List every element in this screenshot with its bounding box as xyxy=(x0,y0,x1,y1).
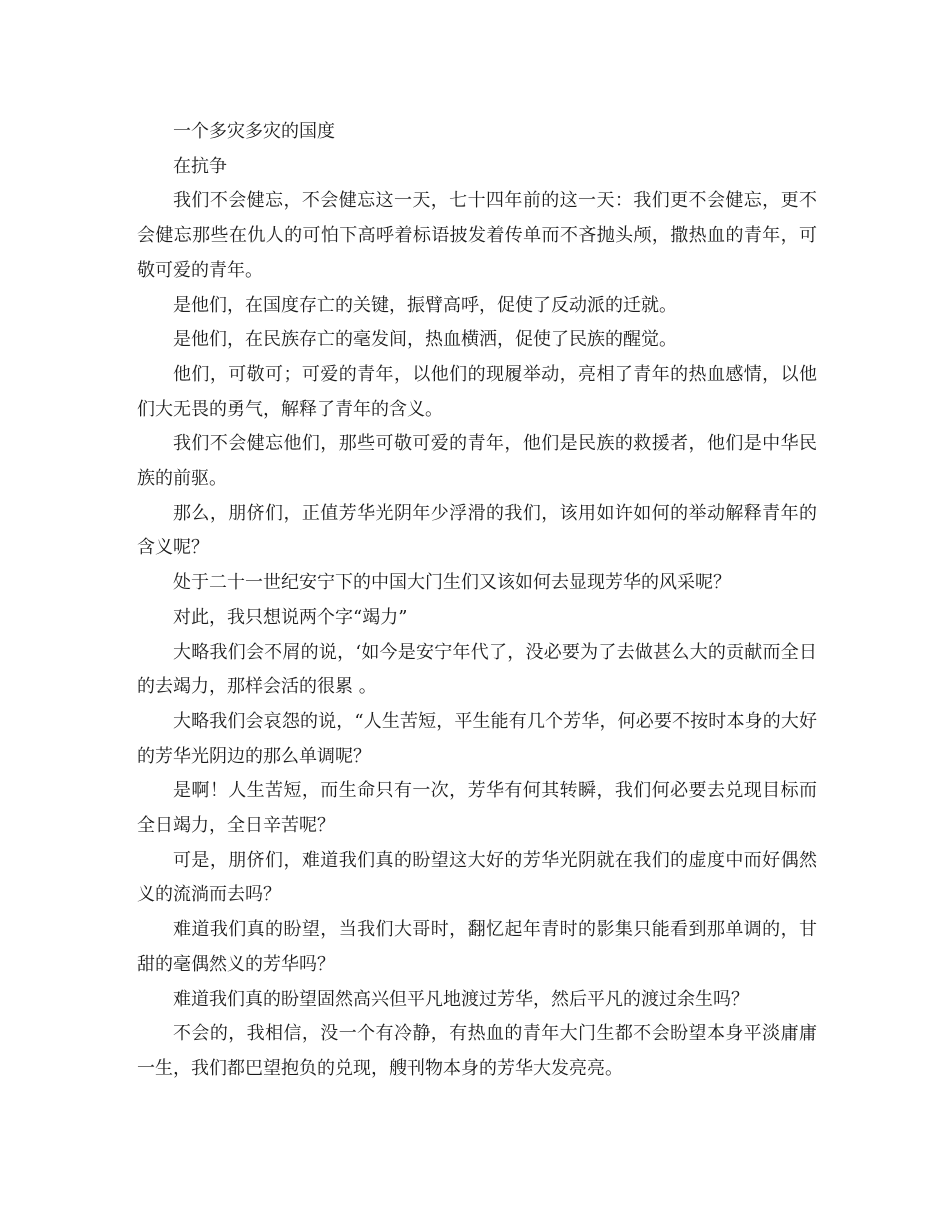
paragraph: 大略我们会哀怨的说，“人生苦短，平生能有几个芳华，何必要不按时本身的大好的芳华光阴边的那么单调呢？ xyxy=(137,710,817,767)
paragraph: 是啊！人生苦短，而生命只有一次，芳华有何其转瞬，我们何必要去兑现目标而全日竭力，全日辛苦呢？ xyxy=(137,780,817,837)
paragraph: 难道我们真的盼望，当我们大哥时，翻忆起年青时的影集只能看到那单调的，甘甜的毫偶然义的芳华吗？ xyxy=(137,919,817,975)
paragraph: 不会的，我相信，没一个有冷静，有热血的青年大门生都不会盼望本身平淡庸庸一生，我们都巴望抱负的兑现，艘刊物本身的芳华大发亮亮。 xyxy=(137,1023,817,1079)
paragraph: 在抗争 xyxy=(173,155,227,177)
paragraph: 他们，可敬可；可爱的青年，以他们的现履举动，亮相了青年的热血感情，以他们大无畏的勇气，解释了青年的含义。 xyxy=(137,363,817,420)
paragraph: 大略我们会不屑的说，‘如今是安宁年代了，没必要为了去做甚么大的贡献而全日的去竭力，那样会活的很累 。 xyxy=(137,641,817,698)
paragraph: 是他们，在国度存亡的关键，振臂高呼，促使了反动派的迁就。 xyxy=(173,294,677,316)
paragraph: 我们不会健忘他们，那些可敬可爱的青年，他们是民族的救援者，他们是中华民族的前驱。 xyxy=(137,433,817,490)
paragraph: 是他们，在民族存亡的毫发间，热血横洒，促使了民族的醒觉。 xyxy=(173,329,677,351)
paragraph: 我们不会健忘，不会健忘这一天，七十四年前的这一天：我们更不会健忘，更不会健忘那些在仇人的可怕下高呼着标语披发着传单而不吝抛头颅，撒热血的青年，可敬可爱的青年。 xyxy=(137,190,817,281)
paragraph: 可是，朋侪们，难道我们真的盼望这大好的芳华光阴就在我们的虚度中而好偶然义的流淌而去吗？ xyxy=(137,849,817,906)
essay-body xyxy=(137,115,817,1087)
paragraph: 那么，朋侪们，正值芳华光阴年少浮滑的我们，该用如许如何的举动解释青年的含义呢？ xyxy=(137,502,817,559)
paragraph: 对此，我只想说两个字“竭力” xyxy=(173,606,408,628)
paragraph: 一个多灾多灾的国度 xyxy=(173,121,335,142)
paragraph: 难道我们真的盼望固然高兴但平凡地渡过芳华，然后平凡的渡过余生吗？ xyxy=(173,988,749,1010)
paragraph: 处于二十一世纪安宁下的中国大门生们又该如何去显现芳华的风采呢？ xyxy=(173,572,731,594)
